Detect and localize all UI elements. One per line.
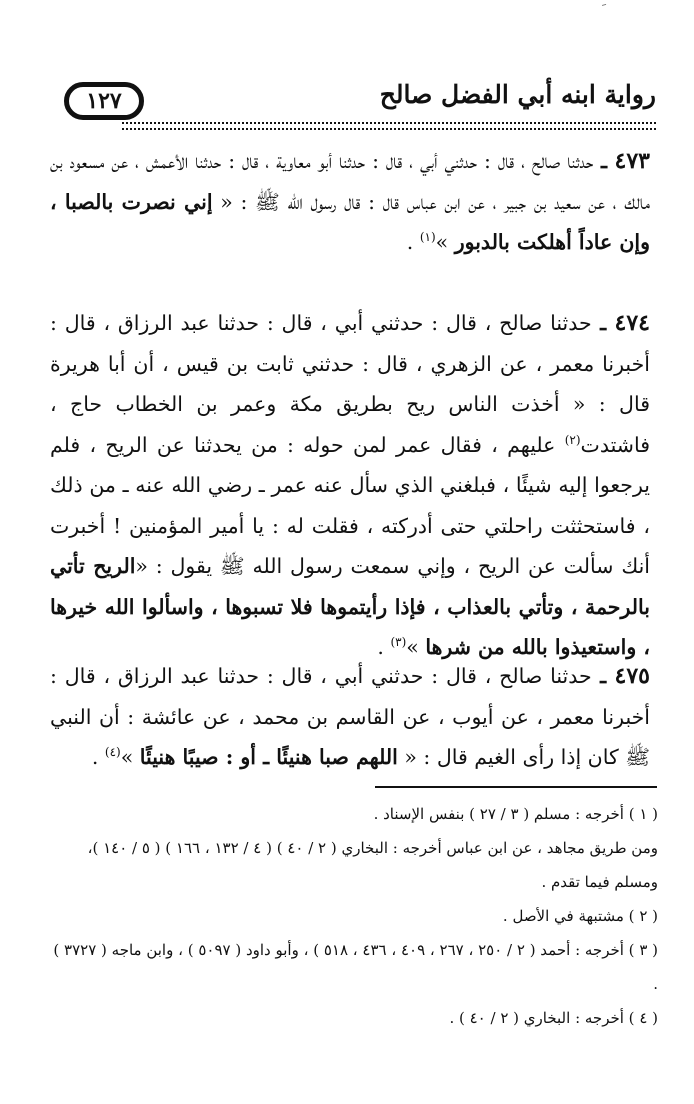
quote-close: » bbox=[406, 635, 426, 659]
hadith-end: . bbox=[91, 745, 105, 769]
hadith-dash: ـ bbox=[591, 664, 615, 688]
footnotes bbox=[50, 797, 658, 1035]
footnote-line: ( ٤ ) أخرجه : البخاري ( ٢ / ٤٠ ) . bbox=[449, 1009, 658, 1027]
hadith-text: حدثنا صالح ، قال : حدثني أبي ، قال : حدثنا عبد الرزاق ، قال : أخبرنا معمر ، عن الزهري ، قال : حدثني ثابت بن قيس ، أن أبا هريرة قال : « أخذت الناس ريح بطريق مكة وعمر بن الخطاب حاج ، فاشتدت bbox=[50, 311, 650, 457]
page-number-badge bbox=[64, 82, 144, 120]
footnote-ref: (٢) bbox=[564, 432, 581, 447]
hadith-number: ٤٧٤ bbox=[614, 310, 650, 336]
hadith-end: . bbox=[406, 230, 420, 254]
hadith-text: حدثنا صالح ، قال : حدثني أبي ، قال : حدثنا أبو معاوية ، قال : حدثنا الأعمش ، عن مسعود بن مالك ، عن سعيد بن جبير ، عن ابن عباس قال : قال رسول الله ﷺ : « bbox=[50, 149, 650, 214]
hadith-dash: ـ bbox=[591, 311, 615, 335]
footnote-line: ( ٣ ) أخرجه : أحمد ( ٢ / ٢٥٠ ، ٢٦٧ ، ٤٠٩ ، ٤٣٦ ، ٥١٨ ) ، وأبو داود ( ٥٠٩٧ ) ، وابن ماجه ( ٣٧٢٧ ) . bbox=[53, 941, 658, 993]
quote-close: » bbox=[120, 745, 140, 769]
footnote-separator bbox=[375, 786, 657, 788]
hadith-quote-bold: إني نصرت بالصبا ، وإن عاداً أهلكت بالدبور bbox=[50, 189, 650, 254]
hadith-text-cont: عليهم ، فقال عمر لمن حوله : من يحدثنا عن الريح ، فلم يرجعوا إليه شيئًا ، فبلغني الذي سأل عنه عمر ـ رضي الله عنه ـ من ذلك ، فاستحثثت راحلتي حتى أدركته ، فقلت له : يا أمير المؤمنين ! أخبرت أنك سألت عن الريح ، وإني سمعت رسول الله ﷺ يقول : « bbox=[50, 432, 650, 578]
hadith-475 bbox=[50, 656, 650, 778]
footnote-line: ( ١ ) أخرجه : مسلم ( ٣ / ٢٧ ) بنفس الإسناد . bbox=[373, 805, 658, 823]
hadith-474 bbox=[50, 303, 650, 668]
hadith-number: ٤٧٣ bbox=[614, 148, 650, 174]
hadith-quote-bold: اللهم صبا هنيئًا ـ أو : صيبًا هنيئًا bbox=[139, 745, 398, 769]
hadith-quote-bold: الريح تأتي بالرحمة ، وتأتي بالعذاب ، فإذا رأيتموها فلا تسبوها ، واسألوا الله خيرها ، واستعيذوا بالله من شرها bbox=[50, 554, 650, 659]
scan-mark-icon: ﹶ bbox=[602, 2, 607, 18]
hadith-end: . bbox=[377, 635, 391, 659]
footnote-line: ومن طريق مجاهد ، عن ابن عباس أخرجه : البخاري ( ٢ / ٤٠ ) ( ٤ / ١٣٢ ، ١٦٦ ) ( ٥ / ١٤٠ )، bbox=[87, 839, 658, 857]
header-rule bbox=[122, 122, 656, 130]
footnote-ref: (١) bbox=[419, 230, 436, 245]
page-header bbox=[52, 78, 656, 130]
hadith-dash: ـ bbox=[593, 149, 615, 173]
running-title: رواية ابنه أبي الفضل صالح bbox=[379, 80, 656, 109]
footnote-ref: (٣) bbox=[390, 635, 407, 650]
footnote-line: ومسلم فيما تقدم . bbox=[541, 873, 658, 891]
hadith-number: ٤٧٥ bbox=[614, 663, 650, 689]
hadith-text: حدثنا صالح ، قال : حدثني أبي ، قال : حدثنا عبد الرزاق ، قال : أخبرنا معمر ، عن أيوب ، عن القاسم بن محمد ، عن عائشة : أن النبي ﷺ كان إذا رأى الغيم قال : « bbox=[50, 664, 650, 769]
hadith-473 bbox=[50, 141, 650, 263]
footnote-line: ( ٢ ) مشتبهة في الأصل . bbox=[502, 907, 658, 925]
quote-close: » bbox=[435, 230, 455, 254]
footnote-ref: (٤) bbox=[104, 745, 121, 760]
page-number: ١٢٧ bbox=[86, 88, 122, 114]
